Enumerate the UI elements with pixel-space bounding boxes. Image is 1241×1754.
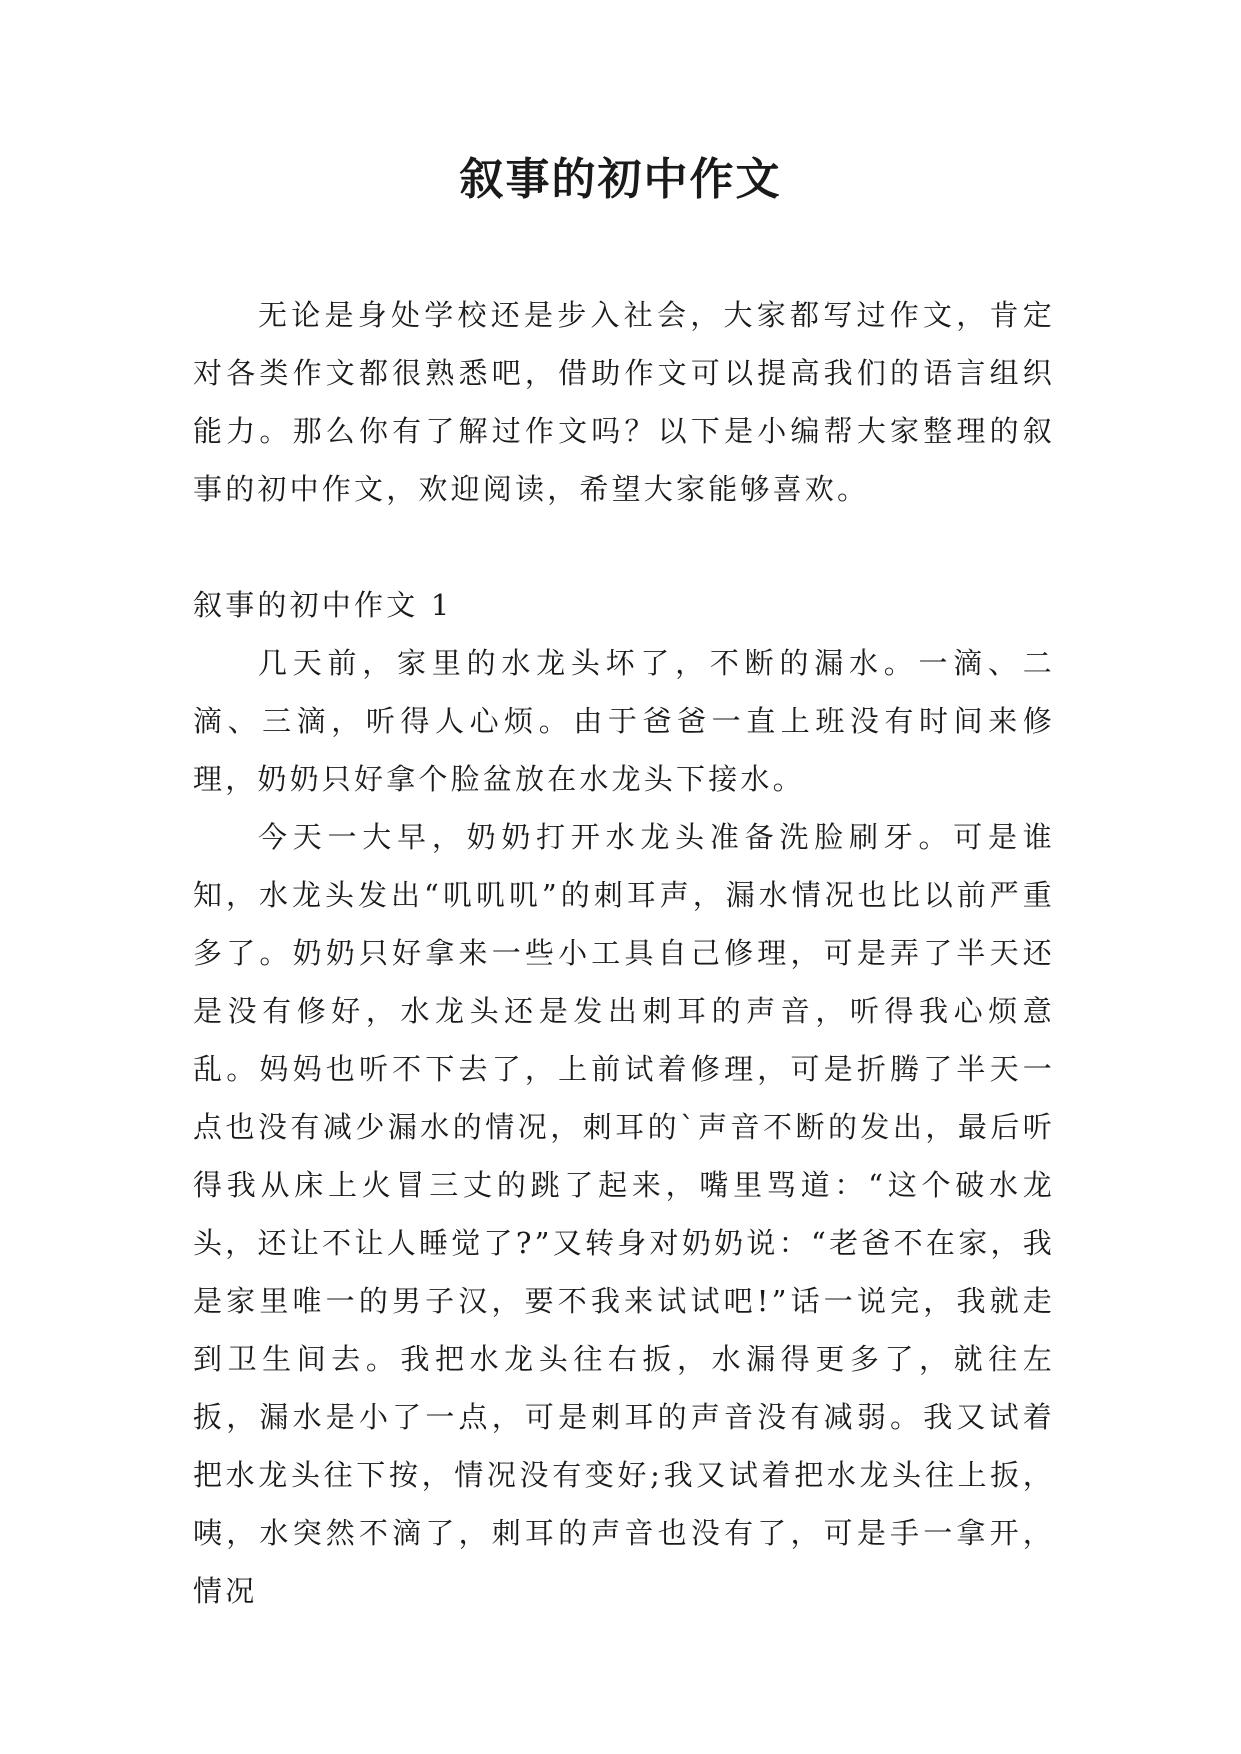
body-paragraph-1: 几天前，家里的水龙头坏了，不断的漏水。一滴、二滴、三滴，听得人心烦。由于爸爸一直上班没有时间来修理，奶奶只好拿个脸盆放在水龙头下接水。 xyxy=(193,646,1055,796)
document-body xyxy=(193,286,1055,1620)
body-paragraph-2: 今天一大早，奶奶打开水龙头准备洗脸刷牙。可是谁知，水龙头发出“叽叽叽”的刺耳声，漏水情况也比以前严重多了。奶奶只好拿来一些小工具自己修理，可是弄了半天还是没有修好，水龙头还是发出刺耳的声音，听得我心烦意乱。妈妈也听不下去了，上前试着修理，可是折腾了半天一点也没有减少漏水的情况，刺耳的`声音不断的发出，最后听得我从床上火冒三丈的跳了起来，嘴里骂道：“这个破水龙头，还让不让人睡觉了?”又转身对奶奶说：“老爸不在家，我是家里唯一的男子汉，要不我来试试吧!”话一说完，我就走到卫生间去。我把水龙头往右扳，水漏得更多了，就往左扳，漏水是小了一点，可是刺耳的声音没有减弱。我又试着把水龙头往下按，情况没有变好;我又试着把水龙头往上扳，咦，水突然不滴了，刺耳的声音也没有了，可是手一拿开，情况 xyxy=(193,820,1055,1608)
paragraph-spacer xyxy=(193,518,1055,576)
intro-paragraph: 无论是身处学校还是步入社会，大家都写过作文，肯定对各类作文都很熟悉吧，借助作文可以提高我们的语言组织能力。那么你有了解过作文吗？以下是小编帮大家整理的叙事的初中作文，欢迎阅读，希望大家能够喜欢。 xyxy=(193,298,1055,506)
section-heading: 叙事的初中作文 1 xyxy=(193,588,453,622)
document-title: 叙事的初中作文 xyxy=(459,154,782,205)
